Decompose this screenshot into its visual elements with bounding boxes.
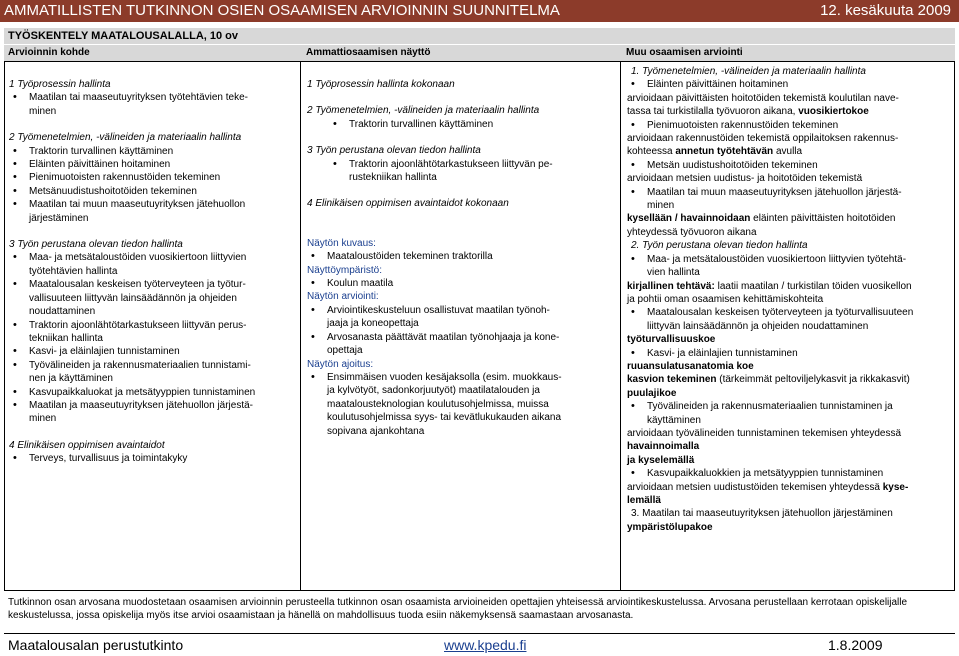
assessment-text: kysellään / havainnoidaan eläinten päivittäisten hoitotöiden <box>627 213 896 225</box>
column-divider <box>620 62 621 590</box>
list-item: • Traktorin turvallinen käyttäminen <box>9 145 297 158</box>
list-item: • Pienimuotoisten rakennustöiden tekeminen <box>627 119 953 132</box>
assessment-text: puulajikoe <box>627 387 677 399</box>
list-item: • Arviointikeskusteluun osallistuvat maatilan työnoh- <box>307 304 617 317</box>
list-item: • Eläinten päivittäinen hoitaminen <box>627 78 953 91</box>
skills-demonstration-column <box>307 65 617 438</box>
list-item: • Maatilan tai maaseutuyrityksen työtehtävien teke- <box>9 91 297 104</box>
heading: 1 Työprosessin hallinta <box>9 79 111 90</box>
list-item: • Maa- ja metsätaloustöiden vuosikiertoon liittyvien työtehtä- <box>627 253 953 266</box>
assessment-text: arvioidaan metsien uudistustöiden tekemisen yhteydessä kyse- <box>627 481 909 493</box>
list-item: • Metsänuudistushoitotöiden tekeminen <box>9 185 297 198</box>
assessment-text: ja pohtii oman osaamisen kehittämiskohteita <box>627 293 824 305</box>
grading-note: Tutkinnon osan arvosana muodostetaan osaamisen arvioinnin perusteella tutkinnon osan osaamista arvioineiden opettajien yhteisessä arviointikeskustelussa. Arvosana perustellaan kerrotaan opiskelijalle keskustelussa, jossa opiskelija myös itse arvioi osaamistaan ja hänellä on mahdollisuus tuoda esiin näkemyksensä saamastaan arvosanasta. <box>8 597 908 621</box>
list-item-cont: vien hallinta <box>647 267 700 279</box>
list-item-cont: työtehtävien hallinta <box>29 265 118 277</box>
list-item: • Maa- ja metsätaloustöiden vuosikiertoon liittyvien <box>9 251 297 264</box>
section-title: TYÖSKENTELY MAATALOUSALALLA, 10 ov <box>4 28 955 44</box>
other-assessment-column <box>627 65 953 534</box>
demonstration-environment-label: Näyttöympäristö: <box>307 264 383 276</box>
list-item: • Arvosanasta päättävät maatilan työnohjaaja ja kone- <box>307 331 617 344</box>
heading: 2 Työmenetelmien, -välineiden ja materiaalin hallinta <box>9 132 242 144</box>
list-item-cont: nen ja käyttäminen <box>29 373 113 385</box>
demonstration-assessment-label: Näytön arviointi: <box>307 291 379 303</box>
assessment-text: arvioidaan rakennustöiden tekemistä oppilaitoksen rakennus- <box>627 133 899 145</box>
list-item-cont: käyttäminen <box>647 414 701 426</box>
list-item-cont: rustekniikan hallinta <box>349 172 437 184</box>
assessment-text: ja kyselemällä <box>627 454 695 466</box>
heading: 4 Elinikäisen oppimisen avaintaidot <box>9 439 165 451</box>
column-headers <box>4 45 955 61</box>
column-header-other-assessment: Muu osaamisen arviointi <box>626 47 743 58</box>
assessment-text: kohteessa annetun työtehtävän avulla <box>627 146 803 158</box>
heading: 2. Työn perustana olevan tiedon hallinta <box>631 240 808 252</box>
list-item: • Työvälineiden ja rakennusmateriaalien tunnistaminen ja <box>627 400 953 413</box>
assessment-table <box>4 61 955 591</box>
page-footer <box>8 637 883 653</box>
demonstration-description-label: Näytön kuvaus: <box>307 237 376 249</box>
list-item: • Pienimuotoisten rakennustöiden tekeminen <box>9 171 297 184</box>
list-item: • Ensimmäisen vuoden kesäjaksolla (esim. muokkaus- <box>307 371 617 384</box>
column-header-skills-demonstration: Ammattiosaamisen näyttö <box>306 47 431 58</box>
list-item-cont: maatalousteknologian koulutusohjelmissa, muissa <box>327 398 549 410</box>
list-item: • Traktorin ajoonlähtötarkastukseen liittyvän perus- <box>9 319 297 332</box>
assessment-text: yhteydessä työvuoron aikana <box>627 226 757 238</box>
list-item: • Maataloustöiden tekeminen traktorilla <box>307 250 617 263</box>
heading: 3 Työn perustana olevan tiedon hallinta <box>9 239 183 251</box>
assessment-text: arvioidaan metsien uudistus- ja hoitotöiden tekemistä <box>627 173 863 185</box>
list-item-cont: liittyvän lainsäädännön ja ohjeiden noudattaminen <box>647 320 869 332</box>
document-title: AMMATILLISTEN TUTKINNON OSIEN OSAAMISEN ARVIOINNIN SUUNNITELMA <box>4 2 560 19</box>
list-item: • Kasvi- ja eläinlajien tunnistaminen <box>627 347 953 360</box>
assessment-text: kasvion tekeminen (tärkeimmät peltoviljelykasvit ja rikkakasvit) <box>627 374 910 386</box>
footer-date: 1.8.2009 <box>828 637 883 653</box>
assessment-text: ruuansulatusanatomia koe <box>627 360 754 372</box>
assessment-text: työturvallisuuskoe <box>627 334 716 346</box>
list-item: • Maatilan tai muun maaseutuyrityksen jätehuollon <box>9 198 297 211</box>
list-item-cont: koulutusohjelmissa syys- tai kevätlukukauden aikana <box>327 412 562 424</box>
list-item-cont: minen <box>29 105 57 117</box>
assessment-text: arvioidaan työvälineiden tunnistaminen tekemisen yhteydessä havainnoimalla <box>627 427 902 453</box>
list-item: • Kasvupaikkaluokkien ja metsätyyppien tunnistaminen <box>627 467 953 480</box>
heading: 1 Työprosessin hallinta kokonaan <box>307 79 455 90</box>
footer-website-link[interactable]: www.kpedu.fi <box>444 637 527 653</box>
list-item-cont: sopivana ajankohtana <box>327 425 425 437</box>
list-item-cont: vallisuuteen liittyvän lainsäädännön ja ohjeiden <box>29 292 237 304</box>
heading: 1. Työmenetelmien, -välineiden ja materiaalin hallinta <box>631 66 866 77</box>
column-header-assessment-target: Arvioinnin kohde <box>8 47 90 58</box>
heading: 4 Elinikäisen oppimisen avaintaidot kokonaan <box>307 198 509 210</box>
list-item-cont: noudattaminen <box>29 306 96 318</box>
list-item-cont: minen <box>29 413 57 425</box>
list-item: • Koulun maatila <box>307 277 617 290</box>
list-item-cont: minen <box>647 200 675 212</box>
list-item: • Maatilan ja maaseutuyrityksen jätehuollon järjestä- <box>9 399 297 412</box>
footer-degree-name: Maatalousalan perustutkinto <box>8 637 184 653</box>
list-item: • Maatilan tai muun maaseutuyrityksen jätehuollon järjestä- <box>627 186 953 199</box>
list-item-cont: tekniikan hallinta <box>29 332 103 344</box>
heading: 2 Työmenetelmien, -välineiden ja materiaalin hallinta <box>307 105 540 117</box>
list-item: • Kasvi- ja eläinlajien tunnistaminen <box>9 345 297 358</box>
list-item-cont: jaaja ja koneopettaja <box>327 318 419 330</box>
assessment-text: kirjallinen tehtävä: laatii maatilan / turkistilan töiden vuosikellon <box>627 280 912 292</box>
list-item: • Maatalousalan keskeisen työterveyteen ja työturvallisuuteen <box>627 306 953 319</box>
list-item: • Työvälineiden ja rakennusmateriaalien tunnistami- <box>9 359 297 372</box>
footer-divider <box>4 633 955 634</box>
list-item: • Traktorin turvallinen käyttäminen <box>307 118 617 131</box>
list-item: • Eläinten päivittäinen hoitaminen <box>9 158 297 171</box>
document-date: 12. kesäkuuta 2009 <box>820 2 951 19</box>
list-item: • Metsän uudistushoitotöiden tekeminen <box>627 159 953 172</box>
assessment-target-column <box>9 65 297 466</box>
assessment-text: lemällä <box>627 495 661 506</box>
assessment-text: arvioidaan päivittäisten hoitotöiden tekemistä koulutilan nave- <box>627 92 899 104</box>
list-item: • Traktorin ajoonlähtötarkastukseen liittyvän pe- <box>307 158 617 171</box>
list-item: • Terveys, turvallisuus ja toimintakyky <box>9 452 297 465</box>
numbered-item: 3. Maatilan tai maaseutuyrityksen jätehuollon järjestäminen <box>631 508 893 520</box>
list-item: • Kasvupaikkaluokat ja metsätyyppien tunnistaminen <box>9 386 297 399</box>
assessment-text: ympäristölupakoe <box>627 521 713 533</box>
demonstration-timing-label: Näytön ajoitus: <box>307 358 374 370</box>
list-item-cont: järjestäminen <box>29 212 89 224</box>
document-header-bar <box>0 0 959 22</box>
assessment-text: tassa tai turkistilalla työvuoron aikana, vuosikiertokoe <box>627 106 869 118</box>
list-item-cont: opettaja <box>327 345 363 357</box>
column-divider <box>300 62 301 590</box>
list-item-cont: ja kylvötyöt, sadonkorjuutyöt) maatilatalouden ja <box>327 385 540 397</box>
heading: 3 Työn perustana olevan tiedon hallinta <box>307 145 481 157</box>
list-item: • Maatalousalan keskeisen työterveyteen ja työtur- <box>9 278 297 291</box>
